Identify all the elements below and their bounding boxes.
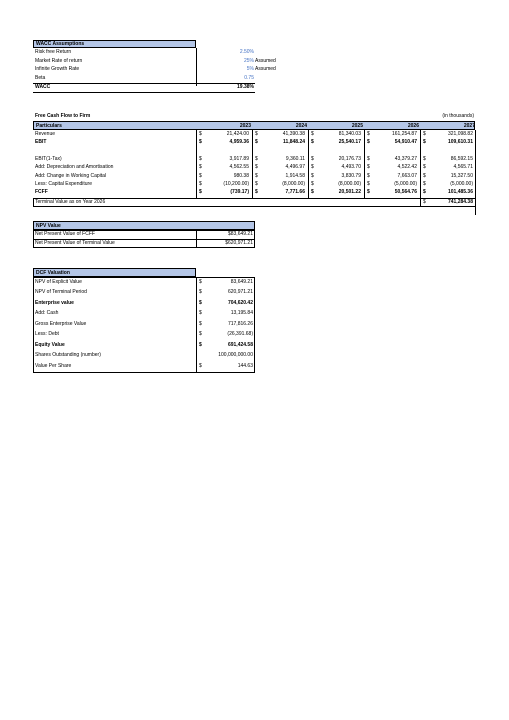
wacc-total-label: WACC (35, 83, 51, 90)
fcf-currency: $ (367, 172, 370, 179)
fcf-cell-value: 161,254.87 (391, 130, 417, 137)
dcf-row-value: 144.63 (237, 362, 253, 369)
fcf-currency: $ (367, 130, 370, 137)
fcf-currency: $ (367, 155, 370, 162)
fcf-cell-value: 15,327.50 (450, 172, 473, 179)
fcf-currency: $ (255, 180, 258, 187)
fcf-cell-value: 4,959.36 (229, 138, 249, 145)
npv-row-value: $83,649.21 (227, 230, 253, 237)
wacc-row-value: 0.75 (244, 74, 254, 81)
fcf-cell-value: (739.17) (230, 189, 249, 196)
dcf-row-label: NPV of Terminal Period (35, 289, 87, 296)
wacc-row-value: 25% (243, 57, 254, 64)
fcf-currency: $ (367, 138, 370, 145)
dcf-row-value: 691,424.58 (227, 341, 253, 348)
dcf-row-value: 704,620.42 (227, 299, 253, 306)
fcf-cell-value: 4,565.71 (453, 164, 473, 171)
fcf-currency: $ (255, 155, 258, 162)
dcf-row-currency: $ (199, 341, 202, 348)
dcf-row-currency: $ (199, 310, 202, 317)
fcf-cell-value: 4,493.70 (341, 164, 361, 171)
fcf-currency: $ (423, 164, 426, 171)
fcf-header-year: 2027 (463, 122, 475, 129)
fcf-cell-value: 109,610.31 (447, 138, 473, 145)
fcf-cell-value: 20,176.73 (338, 155, 361, 162)
fcf-currency: $ (199, 172, 202, 179)
fcf-cell-value: 7,771.66 (285, 189, 305, 196)
fcf-cell-value: 3,830.79 (341, 172, 361, 179)
fcf-header-year: 2024 (295, 122, 307, 129)
fcf-cell-value: 3,917.89 (229, 155, 249, 162)
fcf-currency: $ (367, 164, 370, 171)
npv-row-label: Net Present Value of FCFF (35, 230, 95, 237)
fcf-cell-value: 21,424.00 (226, 130, 249, 137)
fcf-cell-value: 4,522.42 (397, 164, 417, 171)
fcf-currency: $ (199, 130, 202, 137)
wacc-title: WACC Assumptions (33, 40, 196, 48)
fcf-title: Free Cash Flow to Firm (35, 113, 91, 119)
fcf-cell-value: (8,000.00) (282, 180, 305, 187)
fcf-currency: $ (255, 164, 258, 171)
fcf-currency: $ (199, 138, 202, 145)
wacc-row-note: Assumed (255, 57, 276, 64)
fcf-currency: $ (311, 130, 314, 137)
fcf-row-label: Less: Capital Expenditure (35, 180, 92, 187)
npv-title: NPV Value (33, 221, 255, 230)
dcf-row-label: Less: Debt (35, 331, 59, 338)
fcf-currency: $ (199, 189, 202, 196)
dcf-row-label: Enterprise value (35, 299, 74, 306)
fcf-currency: $ (255, 172, 258, 179)
fcf-header-row (33, 121, 475, 130)
fcf-cell-value: 7,663.07 (397, 172, 417, 179)
fcf-cell-value: 25,540.17 (338, 138, 361, 145)
fcf-cell-value: 20,501.22 (338, 189, 361, 196)
dcf-row-value: 717,816.26 (227, 320, 253, 327)
fcf-currency: $ (255, 130, 258, 137)
fcf-currency: $ (255, 189, 258, 196)
fcf-currency: $ (311, 138, 314, 145)
fcf-bottom-rule (33, 206, 475, 207)
fcf-terminal-currency: $ (423, 198, 426, 205)
fcf-header-year: 2023 (239, 122, 251, 129)
fcf-row-label: Revenue (35, 130, 56, 137)
fcf-cell-value: (10,200.00) (223, 180, 249, 187)
fcf-currency: $ (311, 155, 314, 162)
fcf-currency: $ (255, 138, 258, 145)
fcf-cell-value: 9,360.11 (285, 155, 305, 162)
fcf-currency: $ (199, 155, 202, 162)
fcf-cell-value: 41,390.38 (282, 130, 305, 137)
fcf-cell-value: (8,000.00) (338, 180, 361, 187)
fcf-cell-value: 4,562.55 (229, 164, 249, 171)
wacc-total-value: 19.38% (237, 83, 254, 90)
dcf-row-currency: $ (199, 320, 202, 327)
fcf-units: (in thousands) (442, 113, 474, 119)
fcf-header-year: 2025 (351, 122, 363, 129)
dcf-row-value: (26,391.68) (227, 331, 253, 338)
fcf-cell-value: 101,485.36 (447, 189, 473, 196)
fcf-cell-value: 11,848.24 (283, 138, 305, 145)
fcf-currency: $ (311, 189, 314, 196)
fcf-row-label: FCFF (35, 189, 48, 196)
fcf-row-label: Add: Change in Working Capital (35, 172, 107, 179)
dcf-row-label: NPV of Explicit Value (35, 278, 82, 285)
fcf-row-label: Add: Depreciation and Amortisation (35, 164, 114, 171)
npv-section (33, 221, 255, 249)
fcf-currency: $ (423, 180, 426, 187)
fcf-left-border (33, 198, 34, 206)
dcf-row-label: Add: Cash (35, 310, 59, 317)
wacc-row-label: Risk free Return (35, 49, 72, 55)
fcf-row-label: EBIT(1-Tax) (35, 155, 62, 162)
dcf-row-value: 13,195.84 (230, 310, 253, 317)
fcf-cell-value: (5,000.00) (394, 180, 417, 187)
dcf-row-label: Equity Value (35, 341, 65, 348)
fcf-currency: $ (199, 180, 202, 187)
fcf-currency: $ (311, 172, 314, 179)
wacc-bottom-rule (33, 92, 255, 93)
fcf-currency: $ (423, 138, 426, 145)
fcf-currency: $ (367, 180, 370, 187)
dcf-row-currency: $ (199, 362, 202, 369)
fcf-cell-value: 81,340.03 (338, 130, 361, 137)
dcf-section (33, 268, 255, 376)
fcf-currency: $ (199, 164, 202, 171)
fcf-currency: $ (311, 164, 314, 171)
dcf-title: DCF Valuation (33, 268, 196, 277)
fcf-terminal-value: 741,284.38 (447, 198, 473, 205)
fcf-cell-value: (5,000.00) (450, 180, 473, 187)
wacc-row-label: Infinite Growth Rate (35, 66, 80, 72)
fcf-cell-value: 4,496.97 (285, 164, 305, 171)
fcf-cell-value: 50,564.76 (394, 189, 417, 196)
dcf-row-currency: $ (199, 331, 202, 338)
fcf-cell-value: 321,098.82 (447, 130, 473, 137)
fcf-header-label: Particulars (36, 122, 62, 129)
wacc-row-value: 5% (246, 66, 254, 72)
wacc-row-label: Beta (35, 74, 46, 81)
wacc-row-label: Market Rate of return (35, 57, 83, 64)
fcf-terminal-label: Terminal Value as on Year 2026 (35, 198, 106, 205)
npv-row-value: $620,971.21 (225, 239, 253, 246)
fcf-cell-value: 54,910.47 (394, 138, 417, 145)
npv-row-label: Net Present Value of Terminal Value (35, 239, 115, 246)
fcf-cell-value: 86,592.15 (450, 155, 473, 162)
fcf-right-border (475, 130, 476, 215)
fcf-cell-value: 1,914.58 (285, 172, 305, 179)
dcf-row-value: 83,649.21 (230, 278, 253, 285)
dcf-row-label: Value Per Share (35, 362, 72, 369)
fcf-cell-value: 980.38 (233, 172, 249, 179)
fcf-currency: $ (423, 130, 426, 137)
fcf-currency: $ (423, 189, 426, 196)
dcf-row-currency: $ (199, 299, 202, 306)
dcf-row-currency: $ (199, 278, 202, 285)
fcf-currency: $ (423, 155, 426, 162)
fcf-currency: $ (311, 180, 314, 187)
fcf-section (33, 113, 475, 213)
fcf-terminal-divider (420, 198, 421, 206)
dcf-row-value: 620,971.21 (227, 289, 253, 296)
dcf-row-label: Gross Enterprise Value (35, 320, 87, 327)
dcf-row-value: 100,000,000.00 (218, 352, 253, 359)
wacc-row-value: 2.50% (239, 49, 254, 55)
fcf-header-year: 2026 (407, 122, 419, 129)
fcf-currency: $ (367, 189, 370, 196)
wacc-row-note: Assumed (255, 66, 276, 72)
dcf-row-currency: $ (199, 289, 202, 296)
fcf-row-label: EBIT (35, 138, 47, 145)
dcf-row-label: Shares Outstanding (number) (35, 352, 101, 359)
fcf-currency: $ (423, 172, 426, 179)
wacc-section (33, 40, 276, 94)
fcf-cell-value: 43,379.27 (394, 155, 417, 162)
